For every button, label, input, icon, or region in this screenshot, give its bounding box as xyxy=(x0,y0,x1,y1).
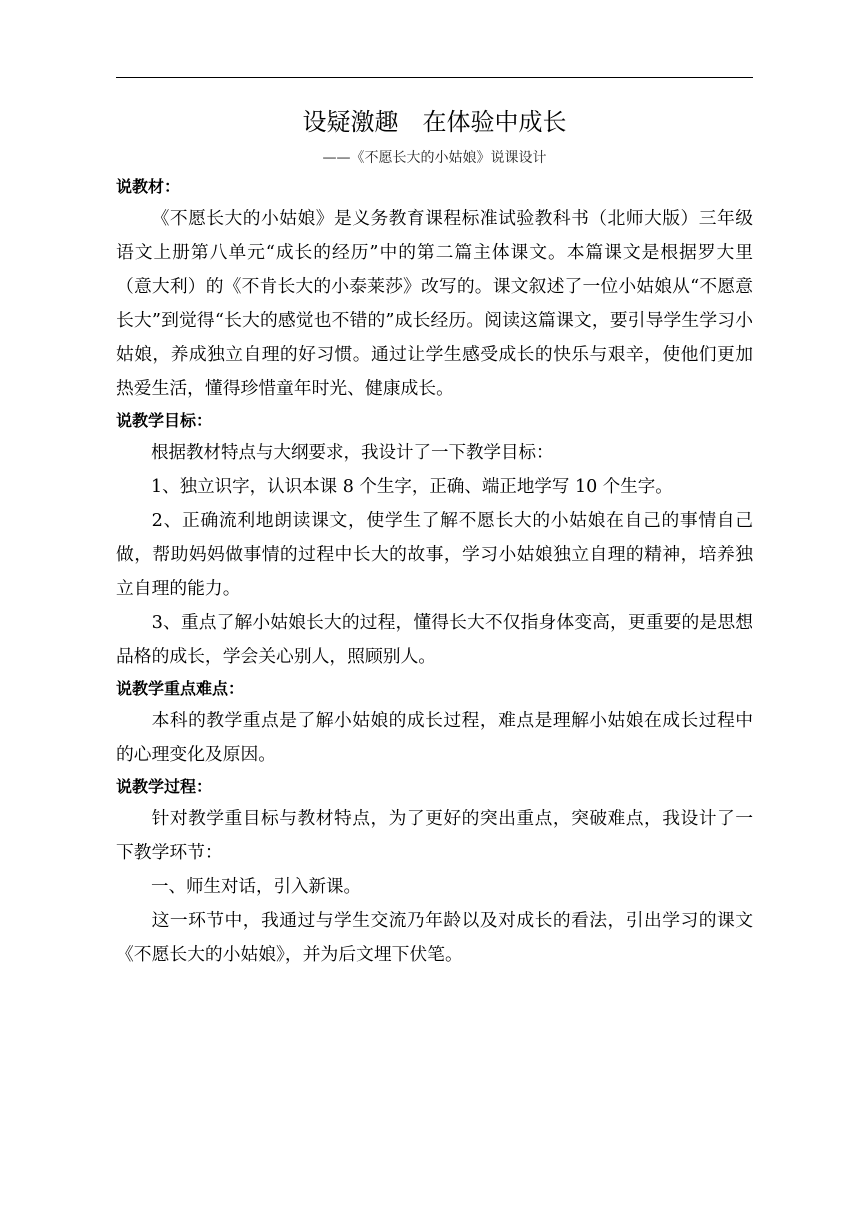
key-points-paragraph: 本科的教学重点是了解小姑娘的成长过程，难点是理解小姑娘在成长过程中的心理变化及原因。 xyxy=(116,710,753,765)
process-intro-paragraph: 针对教学重目标与教材特点，为了更好的突出重点，突破难点，我设计了一下教学环节： xyxy=(116,808,753,863)
objectives-intro-paragraph: 根据教材特点与大纲要求，我设计了一下教学目标： xyxy=(151,443,554,463)
section-heading-textbook: 说教材： xyxy=(116,177,181,196)
document-body xyxy=(116,100,753,972)
objective-item-1: 1、独立识字，认识本课 8 个生字，正确、端正地学写 10 个生字。 xyxy=(151,477,673,497)
objective-item-2: 2、正确流利地朗读课文，使学生了解不愿长大的小姑娘在自己的事情自己做，帮助妈妈做事情的过程中长大的故事，学习小姑娘独立自理的精神，培养独立自理的能力。 xyxy=(116,510,753,599)
document-title: 设疑激趣 在体验中成长 xyxy=(302,108,567,136)
objective-item-3: 3、重点了解小姑娘长大的过程，懂得长大不仅指身体变高，更重要的是思想品格的成长，学会关心别人，照顾别人。 xyxy=(116,612,753,667)
document-subtitle: ——《不愿长大的小姑娘》说课设计 xyxy=(322,150,547,166)
process-step-1-paragraph: 这一环节中，我通过与学生交流乃年龄以及对成长的看法，引出学习的课文《不愿长大的小姑娘》，并为后文埋下伏笔。 xyxy=(116,910,753,965)
process-step-1-heading: 一、师生对话，引入新课。 xyxy=(151,877,361,897)
textbook-paragraph: 《不愿长大的小姑娘》是义务教育课程标准试验教科书（北师大版）三年级语文上册第八单元“成长的经历”中的第二篇主体课文。本篇课文是根据罗大里（意大利）的《不肯长大的小泰莱莎》改写的。课文叙述了一位小姑娘从“不愿意长大”到觉得“长大的感觉也不错的”成长经历。阅读这篇课文，要引导学生学习小姑娘，养成独立自理的好习惯。通过让学生感受成长的快乐与艰辛，使他们更加热爱生活，懂得珍惜童年时光、健康成长。 xyxy=(116,208,753,399)
section-heading-objectives: 说教学目标： xyxy=(116,411,213,430)
section-heading-process: 说教学过程： xyxy=(116,777,213,796)
section-heading-key-points: 说教学重点难点： xyxy=(116,679,245,698)
header-rule xyxy=(116,77,753,78)
